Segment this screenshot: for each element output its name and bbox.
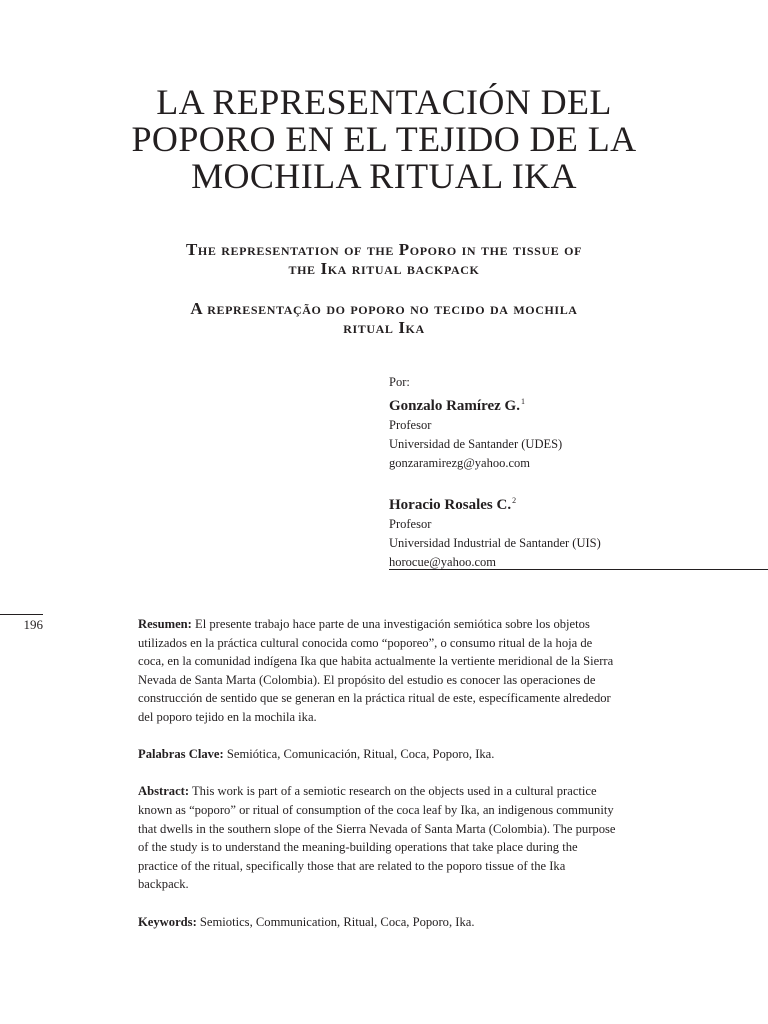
author-name-text: Horacio Rosales C. xyxy=(389,497,512,513)
author-block xyxy=(389,373,768,572)
keywords-paragraph xyxy=(138,913,616,932)
abstract-paragraph xyxy=(138,782,616,894)
by-label: Por: xyxy=(389,375,410,389)
abstract-text: This work is part of a semiotic research on the objects used in a cultural practice known as “poporo” or ritual of consumption of the coca leaf by Ika, an indigenous community that dwells in the southern slope of the Sierra Nevada of Santa Marta (Colombia). The purpose of the study is to understand the meaning-building operations that take place during the practice of the ritual, specifically those that are related to the poporo tissue of the Ika backpack. xyxy=(138,784,616,892)
english-title-line: the Ika ritual backpack xyxy=(288,259,480,278)
authors-divider xyxy=(389,569,768,570)
page-number: 196 xyxy=(23,617,43,632)
article-title xyxy=(84,84,684,195)
resumen-label: Resumen: xyxy=(138,617,192,631)
page-number-rule xyxy=(0,614,43,615)
author-institution: Universidad Industrial de Santander (UIS) xyxy=(389,536,601,550)
author-name xyxy=(389,491,768,515)
author-email: horocue@yahoo.com xyxy=(389,555,496,569)
abstract-section xyxy=(138,615,616,931)
resumen-text: El presente trabajo hace parte de una investigación semiótica sobre los objetos utilizados en la práctica cultural conocida como “poporeo”, o consumo ritual de la hoja de coca, en la comunidad indígena Ika que habita actualmente la vertiente meridional de la Sierra Nevada de Santa Marta (Colombia). El propósito del estudio es conocer las operaciones de construcción de sentido que se generan en la práctica ritual de este, específicamente alrededor del poporo tejido en la mochila ika. xyxy=(138,617,614,724)
palabras-clave-label: Palabras Clave: xyxy=(138,747,224,762)
author-role: Profesor xyxy=(389,418,432,432)
english-title-line: The representation of the Poporo in the tissue of xyxy=(185,240,583,259)
portuguese-title xyxy=(134,299,634,337)
resumen-paragraph xyxy=(138,615,616,727)
author-role: Profesor xyxy=(389,517,432,531)
portuguese-title-line: A representação do poporo no tecido da mochila xyxy=(190,299,578,318)
author-email: gonzaramirezg@yahoo.com xyxy=(389,456,530,470)
palabras-clave-paragraph xyxy=(138,745,616,764)
author-name-text: Gonzalo Ramírez G. xyxy=(389,398,520,414)
author-institution: Universidad de Santander (UDES) xyxy=(389,437,563,451)
footnote-marker: 2 xyxy=(512,496,517,505)
author-entry xyxy=(389,392,768,473)
title-line: MOCHILA RITUAL IKA xyxy=(191,156,577,196)
palabras-clave-text: Semiótica, Comunicación, Ritual, Coca, Poporo, Ika. xyxy=(223,747,495,762)
author-name xyxy=(389,392,768,416)
english-title xyxy=(134,240,634,278)
author-entry xyxy=(389,491,768,572)
abstract-label: Abstract: xyxy=(138,784,190,799)
title-line: POPORO EN EL TEJIDO DE LA xyxy=(131,119,637,159)
portuguese-title-line: ritual Ika xyxy=(343,318,425,337)
title-line: LA REPRESENTACIÓN DEL xyxy=(156,82,612,122)
keywords-label: Keywords: xyxy=(138,914,197,929)
keywords-text: Semiotics, Communication, Ritual, Coca, Poporo, Ika. xyxy=(196,914,475,929)
footnote-marker: 1 xyxy=(520,397,525,406)
